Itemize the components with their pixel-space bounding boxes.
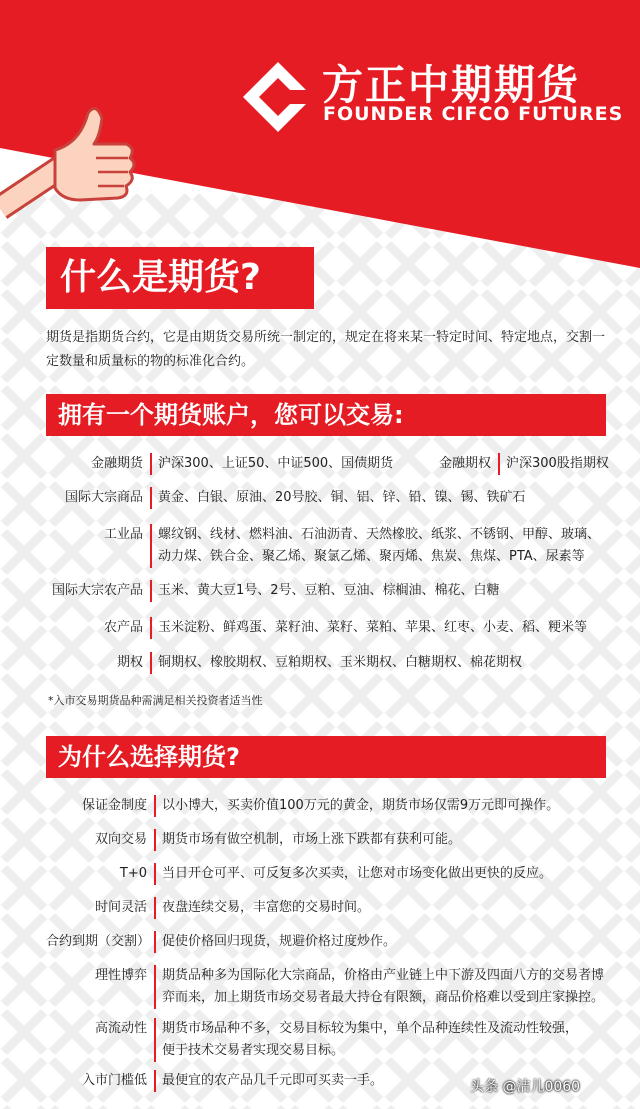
- row-label: 入市门槛低: [81, 1073, 147, 1088]
- row-value: 玉米、黄大豆1号、2号、豆粕、豆油、棕榈油、棉花、白糖: [158, 583, 500, 598]
- row-label: T+0: [119, 866, 147, 881]
- row-label: 高流动性: [94, 1021, 147, 1036]
- reason-row-two-way: [46, 829, 461, 851]
- row-value: 促使价格回归现货，规避价格过度炒作。: [162, 934, 397, 949]
- row-divider: [154, 863, 156, 885]
- row-divider: [150, 580, 152, 602]
- row-value: 铜期权、橡胶期权、豆粕期权、玉米期权、白糖期权、棉花期权: [158, 655, 523, 670]
- row-label: 国际大宗农产品: [51, 583, 143, 598]
- row-label: 理性博弈: [94, 968, 147, 983]
- reason-row-expiry: [46, 931, 396, 953]
- product-row-financial: [46, 453, 609, 475]
- reason-row-rational: [46, 965, 604, 1009]
- row-divider: [150, 487, 152, 509]
- row-value: 螺纹钢、线材、燃料油、石油沥青、天然橡胶、纸浆、不锈钢、甲醇、玻璃、 动力煤、铁合金、聚乙烯、聚氯乙烯、聚丙烯、焦炭、焦煤、PTA、尿素等: [158, 527, 601, 564]
- row-divider: [154, 965, 156, 1009]
- brand-name-en: FOUNDER CIFCO FUTURES: [323, 103, 624, 125]
- brand-name-cn: 方正中期期货: [322, 61, 580, 109]
- section-title-why-futures: 为什么选择期货?: [46, 736, 606, 778]
- product-row-agri: [46, 617, 587, 639]
- row-value: 期货市场品种不多，交易目标较为集中，单个品种连续性及流动性较强， 便于技术交易者实现交易目标。: [162, 1021, 579, 1058]
- row-value: 期货市场有做空机制，市场上涨下跌都有获利可能。: [162, 832, 462, 847]
- product-row-industrial: [46, 524, 600, 568]
- row-divider: [154, 897, 156, 919]
- row-divider: [154, 795, 156, 817]
- product-row-intl-commodities: [46, 487, 526, 509]
- section-title-tradable-products: 拥有一个期货账户，您可以交易:: [46, 394, 606, 436]
- section-title-what-is-futures: 什么是期货?: [46, 247, 314, 309]
- reason-row-flexible-time: [46, 897, 370, 919]
- reason-row-low-threshold: [46, 1070, 383, 1092]
- row-value-2: 沪深300股指期权: [506, 456, 609, 471]
- product-row-intl-agri: [46, 580, 500, 602]
- row-divider-2: [498, 453, 500, 475]
- row-divider: [154, 931, 156, 953]
- row-value: 黄金、白银、原油、20号胶、铜、铝、锌、铅、镍、锡、铁矿石: [158, 490, 526, 505]
- suitability-note: *入市交易期货品种需满足相关投资者适当性: [48, 694, 263, 707]
- founder-logo-icon: [243, 62, 313, 132]
- reason-row-liquidity: [46, 1018, 578, 1062]
- row-label: 农产品: [103, 620, 143, 635]
- row-value: 当日开仓可平、可反复多次买卖，让您对市场变化做出更快的反应。: [162, 866, 553, 881]
- futures-definition: 期货是指期货合约，它是由期货交易所统一制定的，规定在将来某一特定时间、特定地点，交割一定数量和质量标的物的标准化合约。: [46, 330, 606, 369]
- row-value: 最便宜的农产品几千元即可买卖一手。: [162, 1073, 384, 1088]
- row-label: 双向交易: [94, 832, 147, 847]
- row-divider: [150, 652, 152, 674]
- watermark: 头条 @洁儿0060: [470, 1079, 581, 1095]
- row-label: 金融期货: [90, 456, 143, 471]
- row-divider: [150, 617, 152, 639]
- row-divider: [150, 524, 152, 568]
- row-divider: [154, 1018, 156, 1062]
- row-divider: [150, 453, 152, 475]
- row-label: 工业品: [103, 527, 143, 542]
- row-value: 期货品种多为国际化大宗商品，价格由产业链上中下游及四面八方的交易者博 弈而来，加上期货市场交易者最大持仓有限额，商品价格难以受到庄家操控。: [162, 968, 605, 1005]
- row-divider: [154, 1070, 156, 1092]
- reason-row-margin: [46, 795, 559, 817]
- row-value: 玉米淀粉、鲜鸡蛋、菜籽油、菜籽、菜粕、苹果、红枣、小麦、稻、粳米等: [158, 620, 588, 635]
- row-value: 沪深300、上证50、中证500、国债期货: [158, 456, 394, 471]
- row-divider: [154, 829, 156, 851]
- row-label: 合约到期（交割）: [46, 934, 151, 949]
- row-label: 国际大宗商品: [64, 490, 143, 505]
- row-label: 时间灵活: [94, 900, 147, 915]
- product-row-options: [46, 652, 522, 674]
- row-label-2: 金融期权: [438, 456, 491, 471]
- thumbs-up-icon: [0, 88, 150, 238]
- row-label: 期权: [116, 655, 143, 670]
- row-value: 夜盘连续交易，丰富您的交易时间。: [162, 900, 371, 915]
- row-value: 以小博大，买卖价值100万元的黄金，期货市场仅需9万元即可操作。: [162, 798, 560, 813]
- row-label: 保证金制度: [81, 798, 147, 813]
- reason-row-t0: [46, 863, 552, 885]
